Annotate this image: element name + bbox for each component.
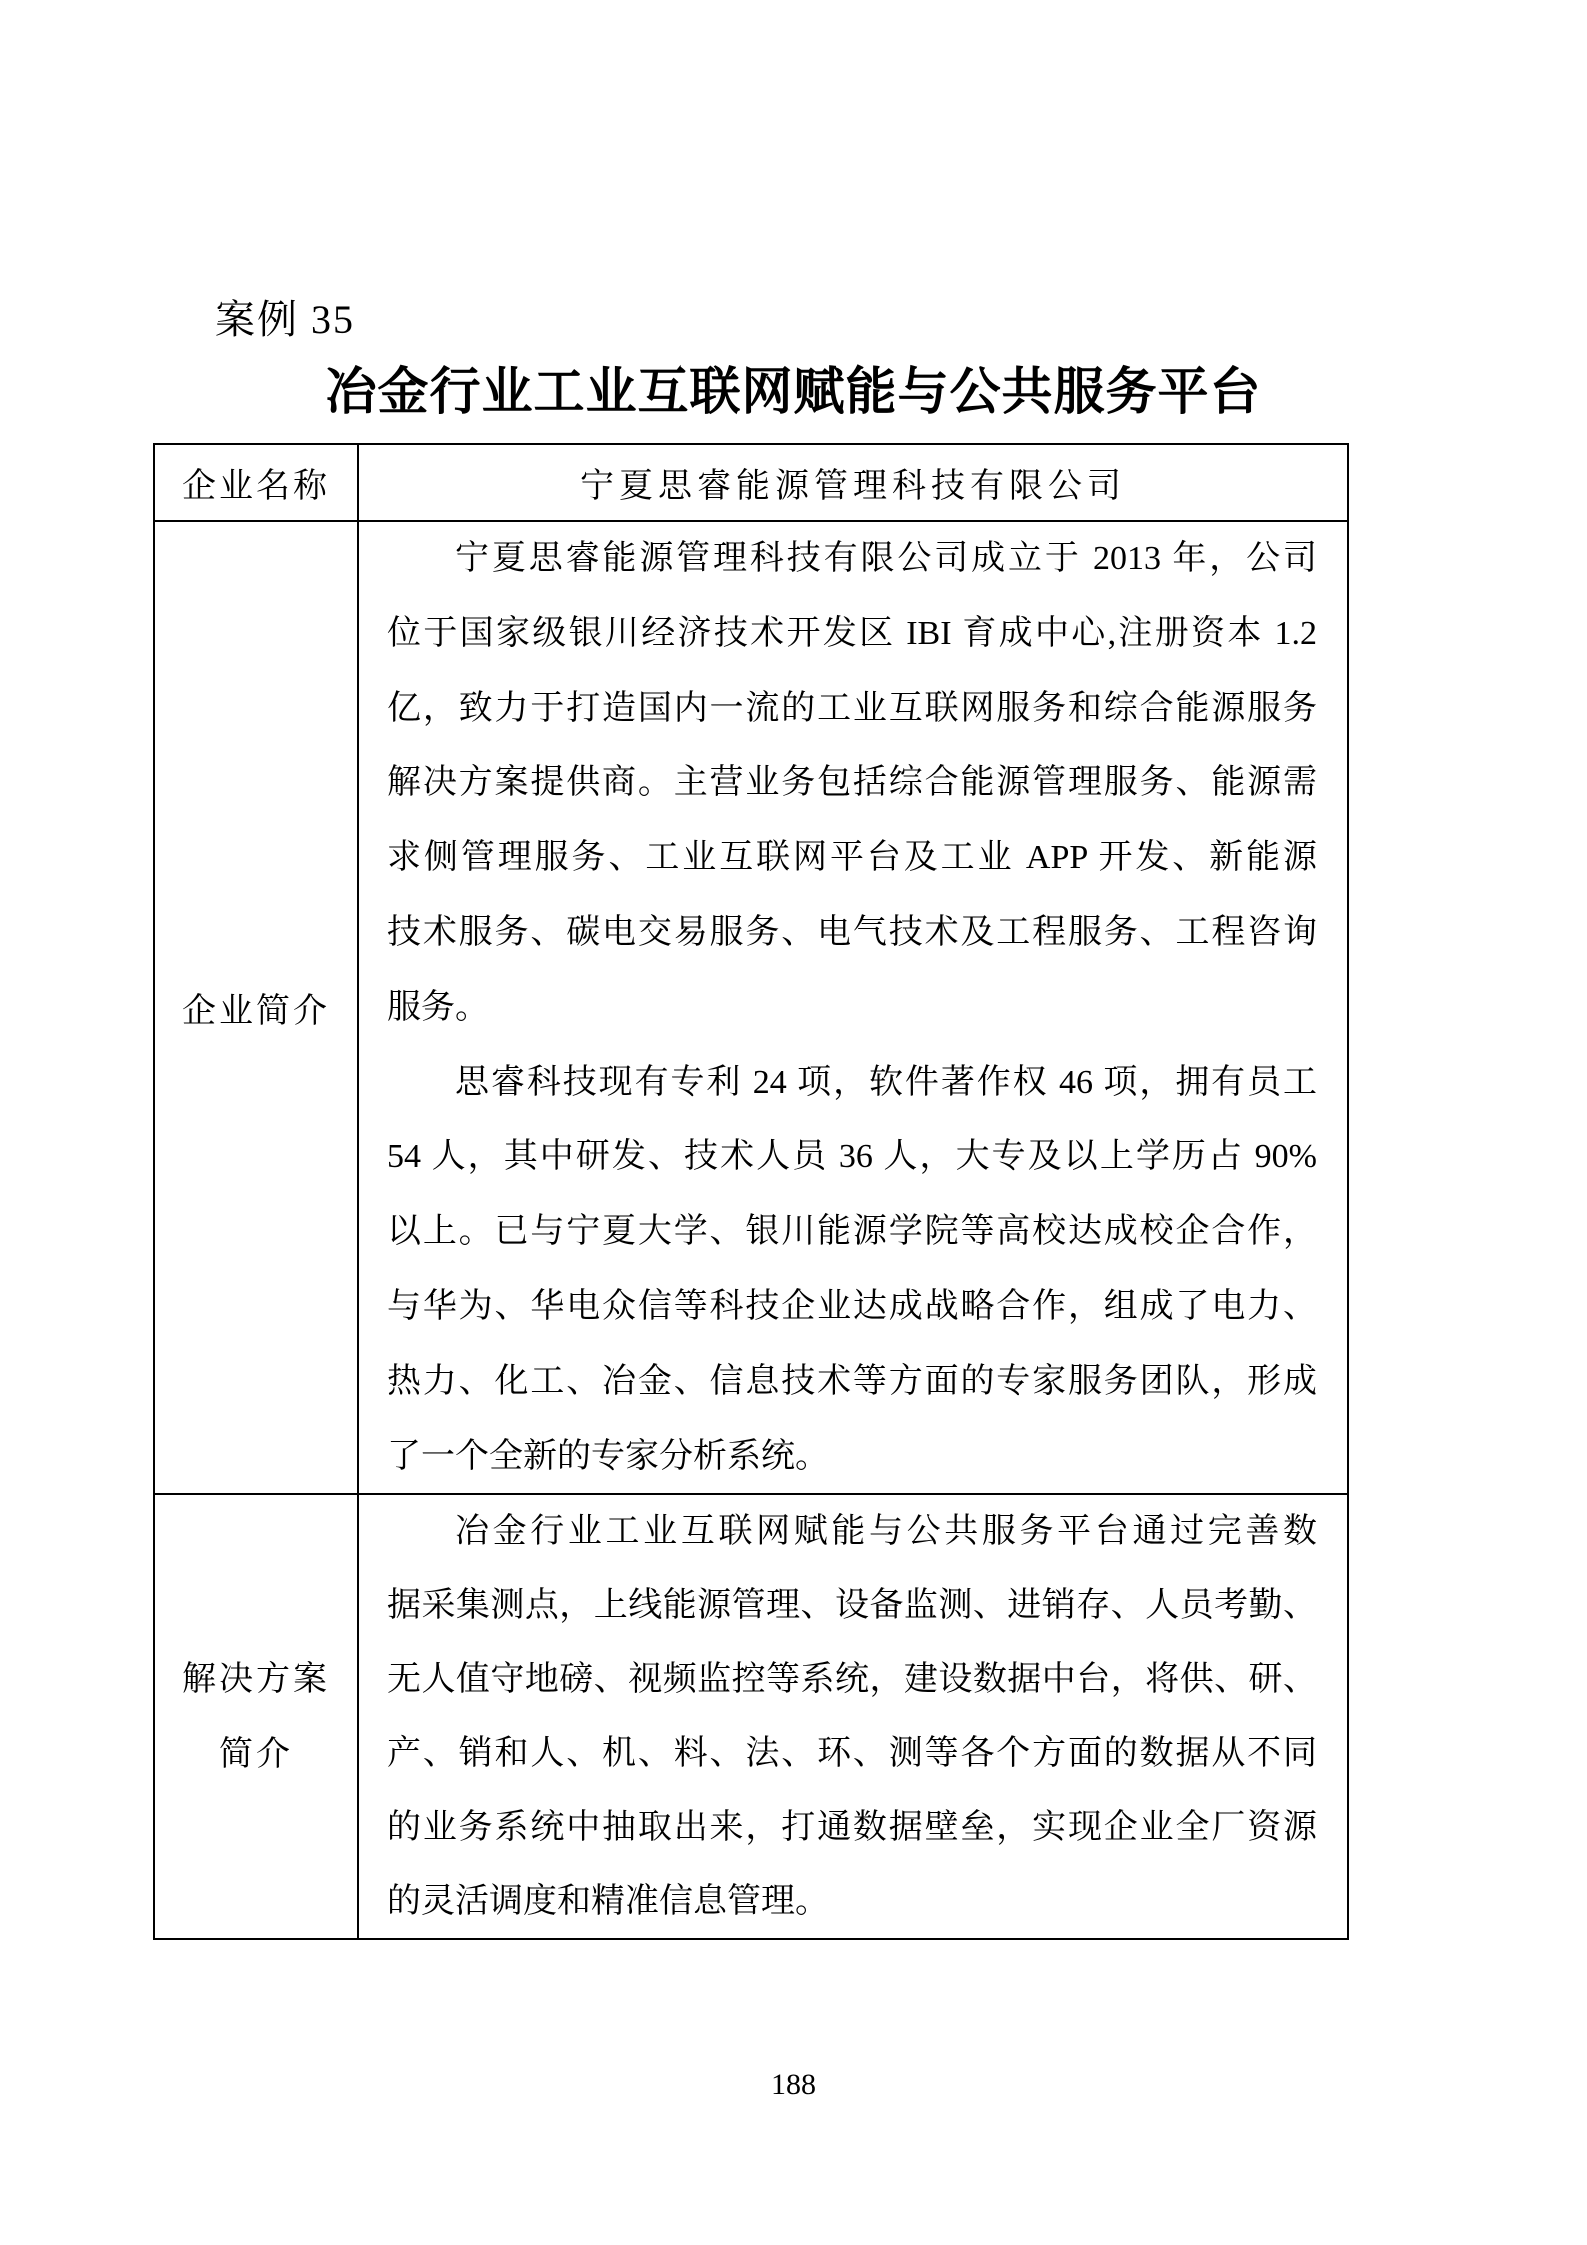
- text-line: 思睿科技现有专利 24 项，软件著作权 46 项，拥有员工: [455, 1063, 1317, 1101]
- text-line: 的灵活调度和精准信息管理。: [387, 1883, 829, 1920]
- solution-profile-header-line: 解决方案: [182, 1660, 330, 1698]
- solution-profile-text-cell: [359, 1495, 1347, 1938]
- text-line: 服务。: [387, 988, 489, 1026]
- solution-profile-header-cell: [155, 1495, 359, 1938]
- table-row-solution-profile: [155, 1493, 1347, 1938]
- text-line: 与华为、华电众信等科技企业达成战略合作，组成了电力、: [387, 1287, 1317, 1325]
- text-line: 54 人，其中研发、技术人员 36 人，大专及以上学历占 90%: [387, 1138, 1317, 1176]
- paragraph: [387, 1495, 1317, 1939]
- text-line: 求侧管理服务、工业互联网平台及工业 APP 开发、新能源: [387, 839, 1317, 877]
- solution-profile-header-line: 简介: [219, 1735, 293, 1773]
- case-number-label: 案例 35: [215, 297, 355, 342]
- text-line: 以上。已与宁夏大学、银川能源学院等高校达成校企合作，: [387, 1213, 1317, 1251]
- document-title: 冶金行业工业互联网赋能与公共服务平台: [325, 365, 1262, 421]
- company-name-header-cell: 企业名称: [155, 445, 359, 520]
- text-line: 无人值守地磅、视频监控等系统，建设数据中台，将供、研、: [387, 1661, 1317, 1698]
- text-line: 宁夏思睿能源管理科技有限公司成立于 2013 年，公司: [455, 540, 1317, 577]
- text-line: 亿，致力于打造国内一流的工业互联网服务和综合能源服务: [387, 689, 1317, 727]
- text-line: 了一个全新的专家分析系统。: [387, 1437, 829, 1475]
- text-line: 的业务系统中抽取出来，打通数据壁垒，实现企业全厂资源: [387, 1809, 1317, 1846]
- company-profile-header-cell: 企业简介: [155, 522, 359, 1493]
- table-row-company-name: [155, 445, 1347, 520]
- text-line: 产、销和人、机、料、法、环、测等各个方面的数据从不同: [387, 1735, 1317, 1772]
- table-row-company-profile: [155, 520, 1347, 1493]
- text-line: 热力、化工、冶金、信息技术等方面的专家服务团队，形成: [387, 1362, 1317, 1400]
- text-line: 冶金行业工业互联网赋能与公共服务平台通过完善数: [455, 1513, 1317, 1550]
- text-line: 据采集测点，上线能源管理、设备监测、进销存、人员考勤、: [387, 1587, 1317, 1624]
- company-name-value-cell: 宁夏思睿能源管理科技有限公司: [580, 468, 1126, 505]
- company-profile-text-cell: [359, 522, 1347, 1493]
- paragraph: [387, 522, 1317, 1046]
- text-line: 位于国家级银川经济技术开发区 IBI 育成中心,注册资本 1.2: [387, 614, 1317, 652]
- page-number: 188: [771, 2068, 816, 2101]
- text-line: 技术服务、碳电交易服务、电气技术及工程服务、工程咨询: [387, 913, 1317, 951]
- paragraph: [387, 1046, 1317, 1495]
- company-info-table: [153, 443, 1349, 1940]
- text-line: 解决方案提供商。主营业务包括综合能源管理服务、能源需: [387, 764, 1317, 802]
